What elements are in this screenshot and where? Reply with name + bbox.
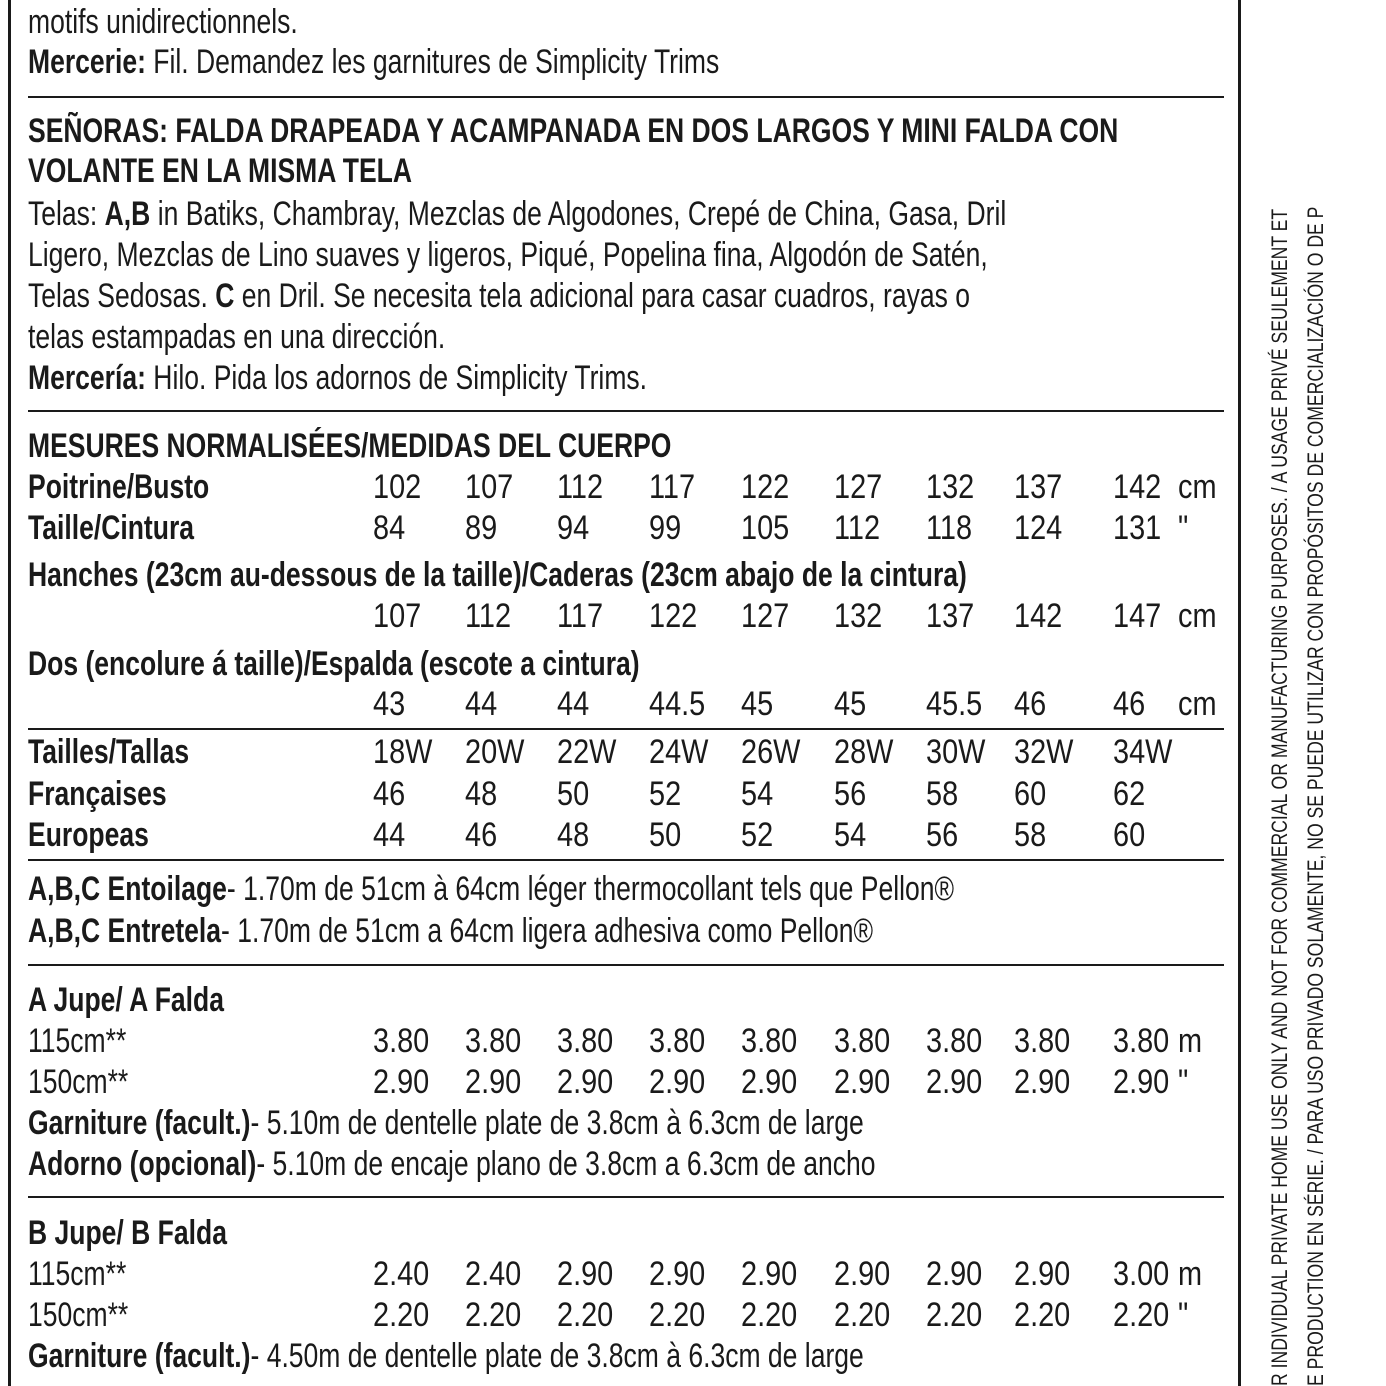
size-value-cell: 54: [834, 816, 867, 854]
size-value-cell: 48: [557, 816, 590, 854]
size-row-european: [28, 815, 1224, 855]
size-value-cell: 44: [557, 685, 590, 723]
size-value-cell: 2.40: [373, 1255, 430, 1293]
notions-label: Mercerie:: [28, 43, 146, 81]
unit-label: cm: [1178, 597, 1217, 635]
unit-label: ": [1178, 1063, 1189, 1101]
size-value-cell: 94: [557, 509, 590, 547]
size-value-cell: 122: [649, 597, 698, 635]
size-value-cell: 2.20: [373, 1296, 430, 1334]
size-value-cell: 2.90: [926, 1063, 983, 1101]
size-value-cell: 3.80: [465, 1022, 522, 1060]
unit-label: m: [1178, 1022, 1203, 1060]
section-divider: [28, 1196, 1224, 1198]
size-value-cell: 18W: [373, 733, 433, 771]
size-value-cell: 127: [834, 468, 883, 506]
size-value-cell: 24W: [649, 733, 709, 771]
french-notions: [28, 42, 914, 82]
size-value-cell: 48: [465, 775, 498, 813]
size-value-cell: 142: [1014, 597, 1063, 635]
row-label: Europeas: [28, 816, 149, 854]
size-value-cell: 99: [649, 509, 682, 547]
spanish-fabrics-line1: Telas: A,B in Batiks, Chambray, Mezclas de Algodones, Crepé de China, Gasa, Dril: [28, 195, 1007, 233]
row-label: 115cm**: [28, 1022, 127, 1060]
size-value-cell: 131: [1113, 509, 1162, 547]
size-value-cell: 2.20: [926, 1296, 983, 1334]
size-value-cell: 2.90: [649, 1063, 706, 1101]
skirt-a-row-115: [28, 1021, 1224, 1061]
row-label: Taille/Cintura: [28, 509, 195, 547]
usage-notice-line1: R INDIVIDUAL PRIVATE HOME USE ONLY AND NOT FOR COMMERCIAL OR MANUFACTURING PURPOSES. / A USAGE PRIVÉ SEULEMENT ET: [1267, 208, 1292, 1386]
size-value-cell: 26W: [741, 733, 801, 771]
size-value-cell: 2.20: [1113, 1296, 1170, 1334]
usage-notice-vertical: [1262, 0, 1334, 1386]
unit-label: m: [1178, 1255, 1203, 1293]
size-value-cell: 2.90: [741, 1255, 798, 1293]
interfacing-spanish: A,B,C Entretela- 1.70m de 51cm a 64cm ligera adhesiva como Pellon®: [28, 912, 873, 950]
size-value-cell: 2.40: [465, 1255, 522, 1293]
size-value-cell: 22W: [557, 733, 617, 771]
row-label: 115cm**: [28, 1255, 127, 1293]
measurements-title: MESURES NORMALISÉES/MEDIDAS DEL CUERPO: [28, 427, 672, 465]
size-value-cell: 137: [1014, 468, 1063, 506]
size-value-cell: 32W: [1014, 733, 1074, 771]
size-value-cell: 137: [926, 597, 975, 635]
size-value-cell: 3.80: [834, 1022, 891, 1060]
section-divider: [28, 859, 1224, 861]
size-value-cell: 44.5: [649, 685, 706, 723]
size-value-cell: 2.90: [1113, 1063, 1170, 1101]
measurement-row-back: [28, 684, 1224, 724]
size-value-cell: 2.20: [1014, 1296, 1071, 1334]
size-value-cell: 52: [741, 816, 774, 854]
size-value-cell: 43: [373, 685, 406, 723]
size-value-cell: 117: [557, 597, 604, 635]
size-value-cell: 54: [741, 775, 774, 813]
section-divider: [28, 96, 1224, 98]
section-divider: [28, 964, 1224, 966]
size-value-cell: 45: [834, 685, 867, 723]
size-value-cell: 2.20: [465, 1296, 522, 1334]
size-value-cell: 2.90: [373, 1063, 430, 1101]
size-value-cell: 46: [1113, 685, 1146, 723]
size-value-cell: 3.80: [557, 1022, 614, 1060]
size-value-cell: 112: [557, 468, 604, 506]
size-value-cell: 58: [1014, 816, 1047, 854]
row-label: Poitrine/Busto: [28, 468, 210, 506]
size-value-cell: 3.80: [926, 1022, 983, 1060]
section-divider: [28, 728, 1224, 730]
size-value-cell: 28W: [834, 733, 894, 771]
unit-label: ": [1178, 1296, 1189, 1334]
hips-label: Hanches (23cm au-dessous de la taille)/Caderas (23cm abajo de la cintura): [28, 556, 967, 594]
spanish-fabrics-line4: telas estampadas en una dirección.: [28, 318, 446, 356]
size-value-cell: 46: [373, 775, 406, 813]
row-label: 150cm**: [28, 1296, 129, 1334]
spanish-title-line1: SEÑORAS: FALDA DRAPEADA Y ACAMPANADA EN DOS LARGOS Y MINI FALDA CON: [28, 112, 1119, 150]
size-value-cell: 3.80: [741, 1022, 798, 1060]
measurement-row-hips: [28, 596, 1224, 636]
size-value-cell: 2.90: [649, 1255, 706, 1293]
size-value-cell: 3.80: [1014, 1022, 1071, 1060]
size-value-cell: 112: [834, 509, 881, 547]
size-value-cell: 2.20: [649, 1296, 706, 1334]
skirt-b-row-115: [28, 1254, 1224, 1294]
size-value-cell: 2.90: [926, 1255, 983, 1293]
skirt-a-row-150: [28, 1062, 1224, 1102]
size-value-cell: 2.90: [1014, 1255, 1071, 1293]
size-value-cell: 58: [926, 775, 959, 813]
size-value-cell: 52: [649, 775, 682, 813]
row-label: Françaises: [28, 775, 167, 813]
size-value-cell: 60: [1014, 775, 1047, 813]
size-value-cell: 127: [741, 597, 790, 635]
size-value-cell: 34W: [1113, 733, 1173, 771]
unit-label: cm: [1178, 685, 1217, 723]
size-value-cell: 62: [1113, 775, 1146, 813]
size-value-cell: 56: [926, 816, 959, 854]
page-border-left: [8, 0, 11, 1386]
size-value-cell: 117: [649, 468, 696, 506]
size-row-us: [28, 732, 1224, 772]
usage-notice-line2: E PRODUCTION EN SÉRIE. / PARA USO PRIVADO SOLAMENTE, NO SE PUEDE UTILIZAR CON PROPÓSITOS DE COMERCIALIZACIÓN O DE P: [1303, 206, 1328, 1386]
french-fabric-tail: motifs unidirectionnels.: [28, 3, 298, 41]
size-value-cell: 2.20: [557, 1296, 614, 1334]
size-value-cell: 102: [373, 468, 422, 506]
size-value-cell: 3.80: [373, 1022, 430, 1060]
size-value-cell: 56: [834, 775, 867, 813]
measurement-row-bust: [28, 467, 1224, 507]
spanish-notions: Mercería: Hilo. Pida los adornos de Simplicity Trims.: [28, 359, 648, 397]
size-value-cell: 2.20: [834, 1296, 891, 1334]
skirt-b-row-150: [28, 1295, 1224, 1335]
size-value-cell: 105: [741, 509, 790, 547]
size-value-cell: 2.90: [834, 1255, 891, 1293]
skirt-a-trim-french: Garniture (facult.)- 5.10m de dentelle plate de 3.8cm à 6.3cm de large: [28, 1104, 864, 1142]
size-value-cell: 50: [557, 775, 590, 813]
size-value-cell: 89: [465, 509, 498, 547]
size-value-cell: 44: [465, 685, 498, 723]
size-value-cell: 84: [373, 509, 406, 547]
size-value-cell: 132: [926, 468, 975, 506]
row-label: 150cm**: [28, 1063, 129, 1101]
size-value-cell: 2.90: [557, 1255, 614, 1293]
size-value-cell: 46: [1014, 685, 1047, 723]
size-value-cell: 44: [373, 816, 406, 854]
size-value-cell: 124: [1014, 509, 1063, 547]
size-value-cell: 60: [1113, 816, 1146, 854]
size-value-cell: 2.90: [1014, 1063, 1071, 1101]
size-value-cell: 147: [1113, 597, 1162, 635]
size-value-cell: 3.80: [1113, 1022, 1170, 1060]
skirt-b-title: B Jupe/ B Falda: [28, 1214, 227, 1252]
skirt-a-trim-spanish: Adorno (opcional)- 5.10m de encaje plano de 3.8cm a 6.3cm de ancho: [28, 1145, 876, 1183]
section-divider: [28, 410, 1224, 412]
size-value-cell: 142: [1113, 468, 1162, 506]
size-value-cell: 46: [465, 816, 498, 854]
back-label: Dos (encolure á taille)/Espalda (escote a cintura): [28, 645, 640, 683]
size-value-cell: 45: [741, 685, 774, 723]
size-value-cell: 2.90: [465, 1063, 522, 1101]
size-value-cell: 2.20: [741, 1296, 798, 1334]
unit-label: cm: [1178, 468, 1217, 506]
size-value-cell: 107: [373, 597, 422, 635]
size-value-cell: 30W: [926, 733, 986, 771]
size-value-cell: 50: [649, 816, 682, 854]
spanish-fabrics-line2: Ligero, Mezclas de Lino suaves y ligeros, Piqué, Popelina fina, Algodón de Satén,: [28, 236, 988, 274]
spanish-fabrics-line3: Telas Sedosas. C en Dril. Se necesita tela adicional para casar cuadros, rayas o: [28, 277, 970, 315]
skirt-a-title: A Jupe/ A Falda: [28, 981, 224, 1019]
interfacing-french: A,B,C Entoilage- 1.70m de 51cm à 64cm léger thermocollant tels que Pellon®: [28, 870, 955, 908]
unit-label: ": [1178, 509, 1189, 547]
size-value-cell: 112: [465, 597, 512, 635]
measurement-row-waist: [28, 508, 1224, 548]
size-value-cell: 45.5: [926, 685, 983, 723]
size-value-cell: 2.90: [741, 1063, 798, 1101]
size-value-cell: 2.90: [557, 1063, 614, 1101]
size-value-cell: 3.80: [649, 1022, 706, 1060]
size-value-cell: 122: [741, 468, 790, 506]
spanish-title-line2: VOLANTE EN LA MISMA TELA: [28, 152, 413, 190]
row-label: Tailles/Tallas: [28, 733, 190, 771]
size-value-cell: 20W: [465, 733, 525, 771]
notions-text: Fil. Demandez les garnitures de Simplicity Trims: [145, 43, 720, 81]
skirt-b-trim-french: Garniture (facult.)- 4.50m de dentelle plate de 3.8cm à 6.3cm de large: [28, 1337, 864, 1375]
size-value-cell: 2.90: [834, 1063, 891, 1101]
size-value-cell: 132: [834, 597, 883, 635]
size-value-cell: 3.00: [1113, 1255, 1170, 1293]
size-value-cell: 118: [926, 509, 973, 547]
size-row-french: [28, 774, 1224, 814]
size-value-cell: 107: [465, 468, 514, 506]
